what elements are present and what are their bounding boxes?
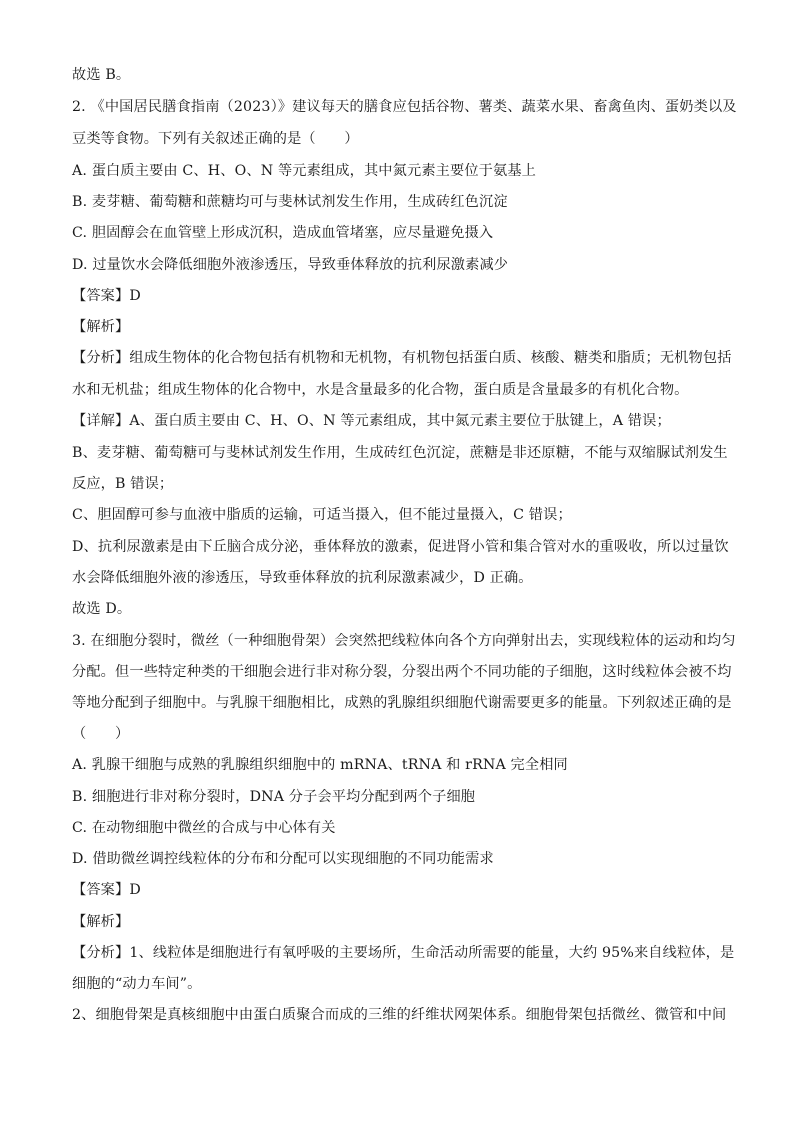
option-d: D. 过量饮水会降低细胞外液渗透压，导致垂体释放的抗利尿激素减少 (72, 257, 509, 273)
option-b: B. 麦芽糖、葡萄糖和蔗糖均可与斐林试剂发生作用，生成砖红色沉淀 (72, 194, 508, 210)
option-c: C. 胆固醇会在血管壁上形成沉积，造成血管堵塞，应尽量避免摄入 (72, 225, 494, 241)
option-c: C. 在动物细胞中微丝的合成与中心体有关 (72, 820, 336, 836)
analysis-text: 水和无机盐；组成生物体的化合物中，水是含量最多的化合物，蛋白质是含量最多的有机化合物。 (72, 382, 689, 398)
detail-text: 【详解】A、蛋白质主要由 C、H、O、N 等元素组成，其中氮元素主要位于肽键上，A 错误； (72, 413, 671, 429)
question-3-stem: （ ） (72, 726, 130, 742)
detail-text: 反应，B 错误； (72, 476, 174, 492)
option-a: A. 乳腺干细胞与成熟的乳腺组织细胞中的 mRNA、tRNA 和 rRNA 完全相同 (72, 757, 568, 773)
analysis-label: 【解析】 (72, 914, 130, 930)
option-a: A. 蛋白质主要由 C、H、O、N 等元素组成，其中氮元素主要位于氨基上 (72, 163, 537, 179)
question-2-stem: 2. 《中国居民膳食指南（2023）》建议每天的膳食应包括谷物、薯类、蔬菜水果、畜禽鱼肉、蛋奶类以及 (72, 99, 737, 115)
answer-label: 【答案】D (72, 882, 141, 898)
analysis-text: 细胞的“动力车间”。 (72, 976, 202, 992)
detail-text: D、抗利尿激素是由下丘脑合成分泌，垂体释放的激素，促进肾小管和集合管对水的重吸收，所以过量饮 (72, 539, 729, 555)
question-3-stem: 等地分配到子细胞中。与乳腺干细胞相比，成熟的乳腺组织细胞代谢需要更多的能量。下列叙述正确的是 (72, 695, 732, 711)
detail-text: B、麦芽糖、葡萄糖可与斐林试剂发生作用，生成砖红色沉淀，蔗糖是非还原糖，不能与双缩脲试剂发生 (72, 445, 728, 461)
option-d: D. 借助微丝调控线粒体的分布和分配可以实现细胞的不同功能需求 (72, 851, 494, 867)
question-3-stem: 分配。但一些特定种类的干细胞会进行非对称分裂，分裂出两个不同功能的子细胞，这时线粒体会被不均 (72, 664, 732, 680)
text-line: 故选 B。 (72, 67, 131, 83)
option-b: B. 细胞进行非对称分裂时，DNA 分子会平均分配到两个子细胞 (72, 789, 476, 805)
text-line: 故选 D。 (72, 601, 132, 617)
question-2-stem: 豆类等食物。下列有关叙述正确的是（ ） (72, 131, 359, 147)
detail-text: C、胆固醇可参与血液中脂质的运输，可适当摄入，但不能过量摄入，C 错误； (72, 507, 572, 523)
analysis-text: 【分析】1、线粒体是细胞进行有氧呼吸的主要场所，生命活动所需要的能量，大约 95%来自线粒体，是 (72, 945, 735, 961)
analysis-text: 2、细胞骨架是真核细胞中由蛋白质聚合而成的三维的纤维状网架体系。细胞骨架包括微丝、微管和中间 (72, 1007, 727, 1023)
question-3-stem: 3. 在细胞分裂时，微丝（一种细胞骨架）会突然把线粒体向各个方向弹射出去，实现线粒体的运动和均匀 (72, 633, 736, 649)
answer-label: 【答案】D (72, 288, 141, 304)
detail-text: 水会降低细胞外液的渗透压，导致垂体释放的抗利尿激素减少，D 正确。 (72, 570, 533, 586)
analysis-text: 【分析】组成生物体的化合物包括有机物和无机物，有机物包括蛋白质、核酸、糖类和脂质；无机物包括 (72, 350, 732, 366)
analysis-label: 【解析】 (72, 319, 130, 335)
